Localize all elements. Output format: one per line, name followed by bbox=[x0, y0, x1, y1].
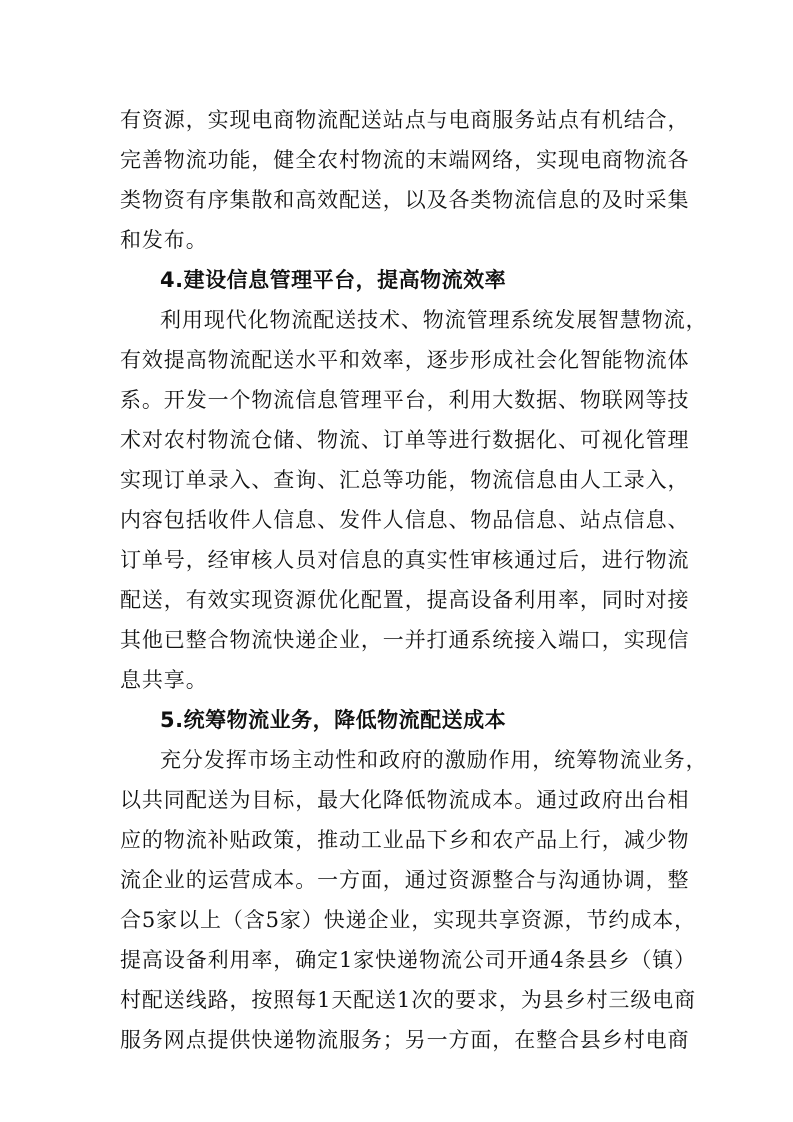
text-line: 流企业的运营成本。一方面，通过资源整合与沟通协调，整 bbox=[120, 868, 690, 892]
text-line: 内容包括收件人信息、发件人信息、物品信息、站点信息、 bbox=[120, 508, 690, 532]
text-line: 和发布。 bbox=[120, 228, 208, 252]
section-heading-5: 5.统筹物流业务，降低物流配送成本 bbox=[160, 708, 507, 732]
text-line: 实现订单录入、查询、汇总等功能，物流信息由人工录入， bbox=[120, 468, 690, 492]
text-line: 类物资有序集散和高效配送，以及各类物流信息的及时采集 bbox=[120, 188, 690, 212]
text-line: 有效提高物流配送水平和效率，逐步形成社会化智能物流体 bbox=[120, 348, 690, 372]
text-line: 配送，有效实现资源优化配置，提高设备利用率，同时对接 bbox=[120, 588, 690, 612]
text-line: 系。开发一个物流信息管理平台，利用大数据、物联网等技 bbox=[120, 388, 690, 412]
text-line: 提高设备利用率，确定1家快递物流公司开通4条县乡（镇） bbox=[120, 948, 697, 972]
text-line: 以共同配送为目标，最大化降低物流成本。通过政府出台相 bbox=[120, 788, 690, 812]
text-line: 术对农村物流仓储、物流、订单等进行数据化、可视化管理 bbox=[120, 428, 690, 452]
text-line: 息共享。 bbox=[120, 668, 208, 692]
text-line: 利用现代化物流配送技术、物流管理系统发展智慧物流， bbox=[160, 308, 708, 332]
text-line: 服务网点提供快递物流服务；另一方面，在整合县乡村电商 bbox=[120, 1028, 690, 1052]
text-line: 充分发挥市场主动性和政府的激励作用，统筹物流业务， bbox=[160, 748, 708, 772]
text-line: 订单号，经审核人员对信息的真实性审核通过后，进行物流 bbox=[120, 548, 690, 572]
text-line: 应的物流补贴政策，推动工业品下乡和农产品上行，减少物 bbox=[120, 828, 690, 852]
text-line: 有资源，实现电商物流配送站点与电商服务站点有机结合， bbox=[120, 108, 690, 132]
text-line: 完善物流功能，健全农村物流的末端网络，实现电商物流各 bbox=[120, 148, 690, 172]
text-line: 村配送线路，按照每1天配送1次的要求，为县乡村三级电商 bbox=[120, 988, 697, 1012]
text-line: 合5家以上（含5家）快递企业，实现共享资源，节约成本， bbox=[120, 908, 697, 932]
text-line: 其他已整合物流快递企业，一并打通系统接入端口，实现信 bbox=[120, 628, 690, 652]
section-heading-4: 4.建设信息管理平台，提高物流效率 bbox=[160, 268, 507, 292]
